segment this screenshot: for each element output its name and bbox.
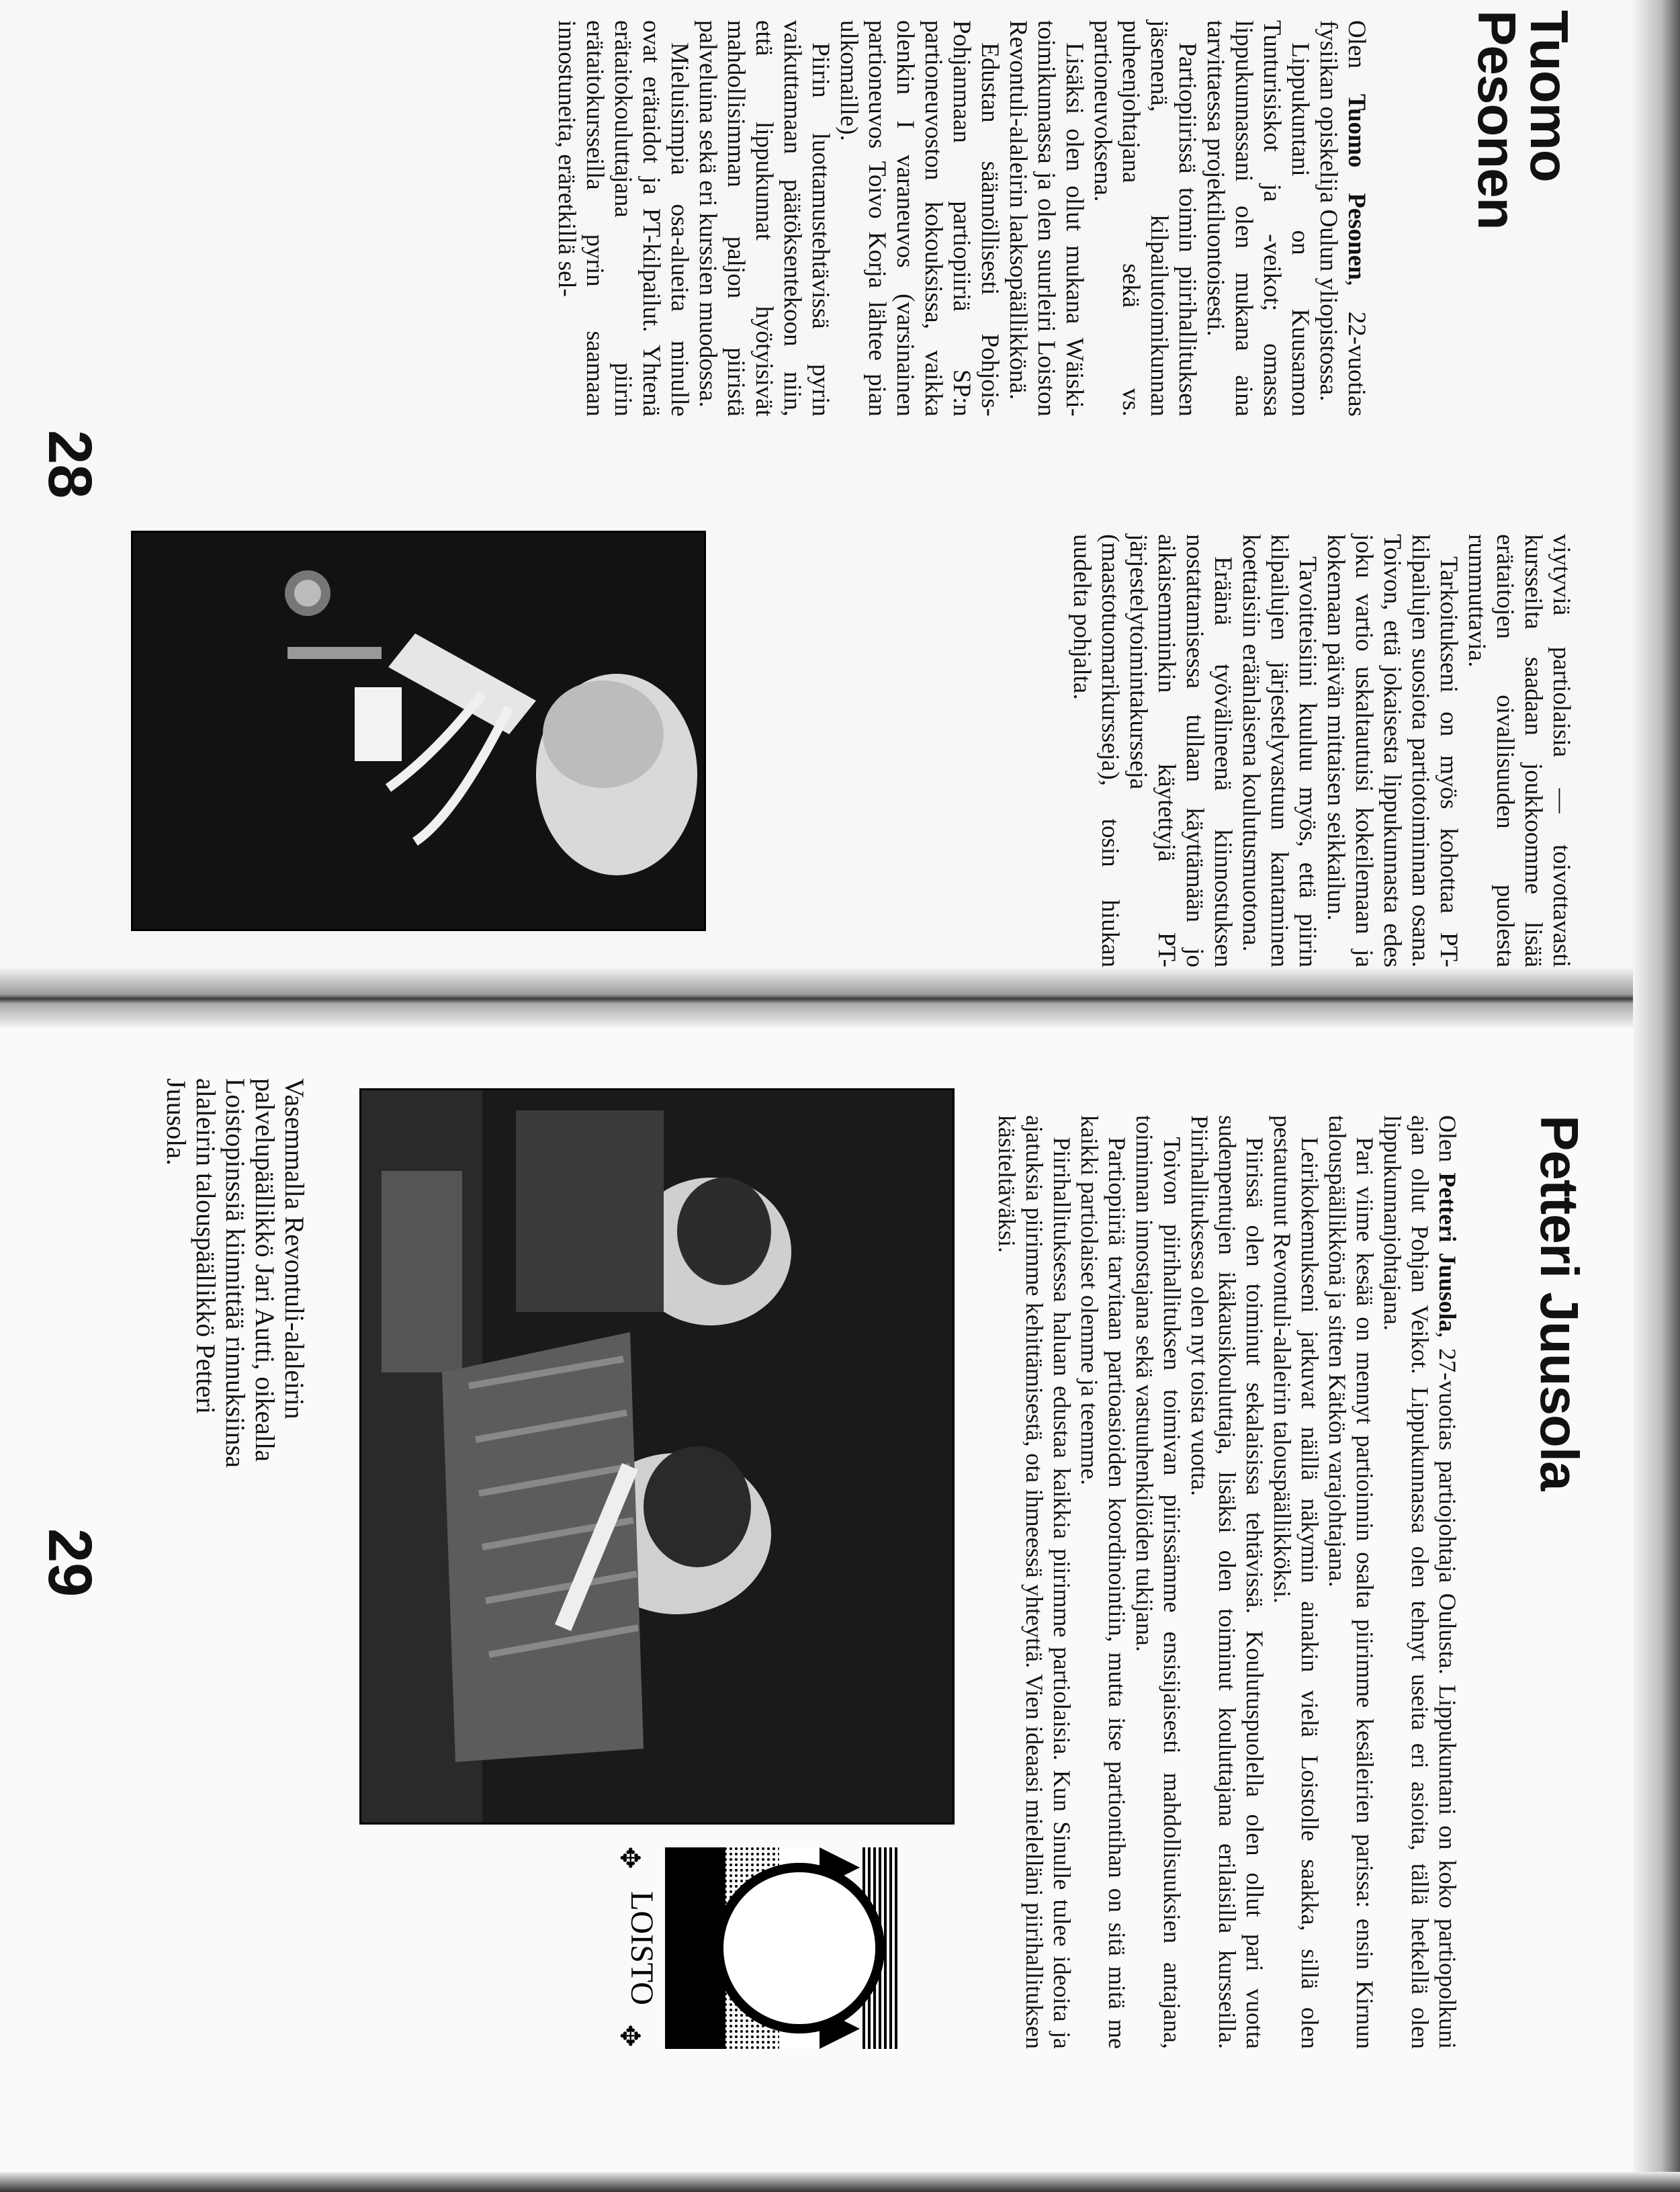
right-body-paragraph: Partiopiiriä tarvitaan partioasioiden koordinointiin, mutta itse partiontihan on sitä mitä me kaikki partiolaiset olemme ja teemme.	[1076, 1115, 1131, 2049]
book-bottom-edge	[0, 2172, 1680, 2192]
page-number-28: 28	[36, 430, 104, 499]
book-gutter	[0, 967, 1680, 1028]
right-body-paragraph: Pari viime kesää on mennyt partioinnin osalta piirimme kesäleirien parissa: ensin Kirnun talouspäällikkönä ja sitten Kätkön varajohtajana.	[1324, 1115, 1378, 2049]
right-body-paragraph: Olen Petteri Juusola, 27-vuotias partiojohtaja Oulusta. Lippukuntani on koko partiopolkuni ajan ollut Pohjan Veikot. Lippukunnassa olen tehnyt useita eri asioita, tällä hetkellä olen lippukunnanjohtajana.	[1379, 1115, 1461, 2050]
right-body-paragraph: Piirissä olen toiminut sekalaisissa tehtävissä. Koulutuspuolella olen ollut pari vuotta sudenpentujen ikäkausikouluttaja, lisäksi olen toiminut kouluttajana erilaisilla kursseilla. Piirihallituksessa olen nyt toista vuotta.	[1186, 1115, 1268, 2049]
right-page-title: Petteri Juusola	[1530, 1115, 1589, 1491]
left-page-column-2	[1067, 534, 1575, 967]
left-page-title: Tuomo Pesonen	[1467, 10, 1579, 230]
portrait-photo-tuomo	[131, 531, 706, 931]
book-edge-shadow	[1633, 0, 1680, 2192]
left-col1-paragraph: Olen Tuomo Pesonen, 22-vuotias fysiikan opiskelija Oulun yliopistossa.	[1315, 20, 1370, 417]
right-body-paragraph: Piirihallituksessa haluan edustaa kaikkia piirimme partiolaisia. Kun Sinulle tulee ideoita ja ajatuksia piirimme kehittämisestä, ota ihmeessä yhteyttä. Vien ideaasi mielelläni piirihallituksen käsiteltäväksi.	[993, 1115, 1075, 2049]
svg-text:✥: ✥	[619, 1843, 642, 1874]
loisto-emblem-icon	[578, 1841, 981, 2056]
left-col2-paragraph: Eräänä työvälineenä kiinnostuksen nostattamisessa tullaan käyttämään jo aikaisemminkin käytettyjä PT-järjestelytoimintakursseja (maastotuomarikursseja), tosin hiukan uudelta pohjalta.	[1068, 534, 1237, 967]
photo-jari-and-petteri	[359, 1088, 955, 1825]
portrait-image	[133, 533, 704, 929]
left-col1-paragraph: Edustan säännöllisesti Pohjois-Pohjanmaan partiopiiriä SP:n partioneuvoston kokouksissa, vaikka olenkin I varaneuvos (varsinainen partioneuvos Toivo Korja lähtee pian ulkomaille).	[835, 20, 1004, 417]
left-page-column-1	[552, 20, 1370, 417]
right-body-paragraph: Leirikokemukseni jatkuvat näillä näkymin ainakin vielä Loistolle saakka, sillä olen pestautunut Revontuli-alaleirin talouspäällikköksi.	[1269, 1115, 1323, 2049]
right-page-body	[993, 1115, 1461, 2049]
group-photo-image	[361, 1090, 953, 1823]
left-col1-paragraph: Lisäksi olen ollut mukana Wäiski-toimikunnassa ja olen suurleiri Loiston Revontuli-alaleirin laaksopäällikkönä.	[1004, 20, 1088, 417]
left-col1-paragraph: Piirin luottamustehtävissä pyrin vaikuttamaan päätöksentekoon niin, että lippukunnat hyötyisivät mahdollisimman paljon piiristä palveluina sekä eri kurssien muodossa.	[694, 20, 834, 417]
page-number-29: 29	[36, 1528, 104, 1597]
loisto-logo-text: LOISTO	[624, 1891, 660, 2005]
left-col2-paragraph: viytyviä partiolaisia — toivottavasti kursseilta saadaan joukkoomme lisää erätaitojen oivallisuuden puolesta rummuttavia.	[1463, 534, 1575, 967]
right-body-paragraph: Toivon piirihallituksen toimivan piirissämme ensisijaisesti mahdollisuuksien antajana, toiminnan innostajana sekä vastuuhenkilöiden tukijana.	[1131, 1115, 1186, 2049]
svg-text:✥: ✥	[619, 2021, 642, 2052]
left-col1-paragraph: Lippukuntani on Kuusamon Tunturisiskot ja -veikot; omassa lippukunnassani olen mukana aina tarvittaessa projektiluontoisesti.	[1202, 20, 1314, 417]
loisto-logo	[578, 1841, 981, 2056]
left-col1-paragraph: Partiopiirissä toimin piirihallituksen jäsenenä, kilpailutoimikunnan puheenjohtajana sekä vs. partioneuvoksena.	[1089, 20, 1201, 417]
left-col2-paragraph: Tavoitteisiini kuuluu myös, että piirin kilpailujen järjestelyvastuun kantaminen koettaisiin eräänlaisena koulutusmuotona.	[1237, 534, 1321, 967]
photo-caption: Vasemmalla Revontuli-alaleirin palvelupäällikkö Jari Autti, oikealla Loistopinssiä kiinnittää rinnuksiinsa alaleirin talouspäällikkö Petteri Juusola.	[161, 1078, 310, 1468]
left-col2-paragraph: Tarkoitukseni on myös kohottaa PT-kilpailujen suosiota partiotoiminnan osana. Toivon, että jokaisesta lippukunnasta edes joku vartio uskaltautuisi kokeilemaan ja kokemaan päivän mittaisen seikkailun.	[1322, 534, 1462, 967]
left-col1-paragraph: Mieluisimpia osa-alueita minulle ovat erätaidot ja PT-kilpailut. Yhtenä erätaitokouluttajana piirin erätaitokursseilla pyrin saamaan innostuneita, eräretkillä sel-	[553, 20, 693, 417]
